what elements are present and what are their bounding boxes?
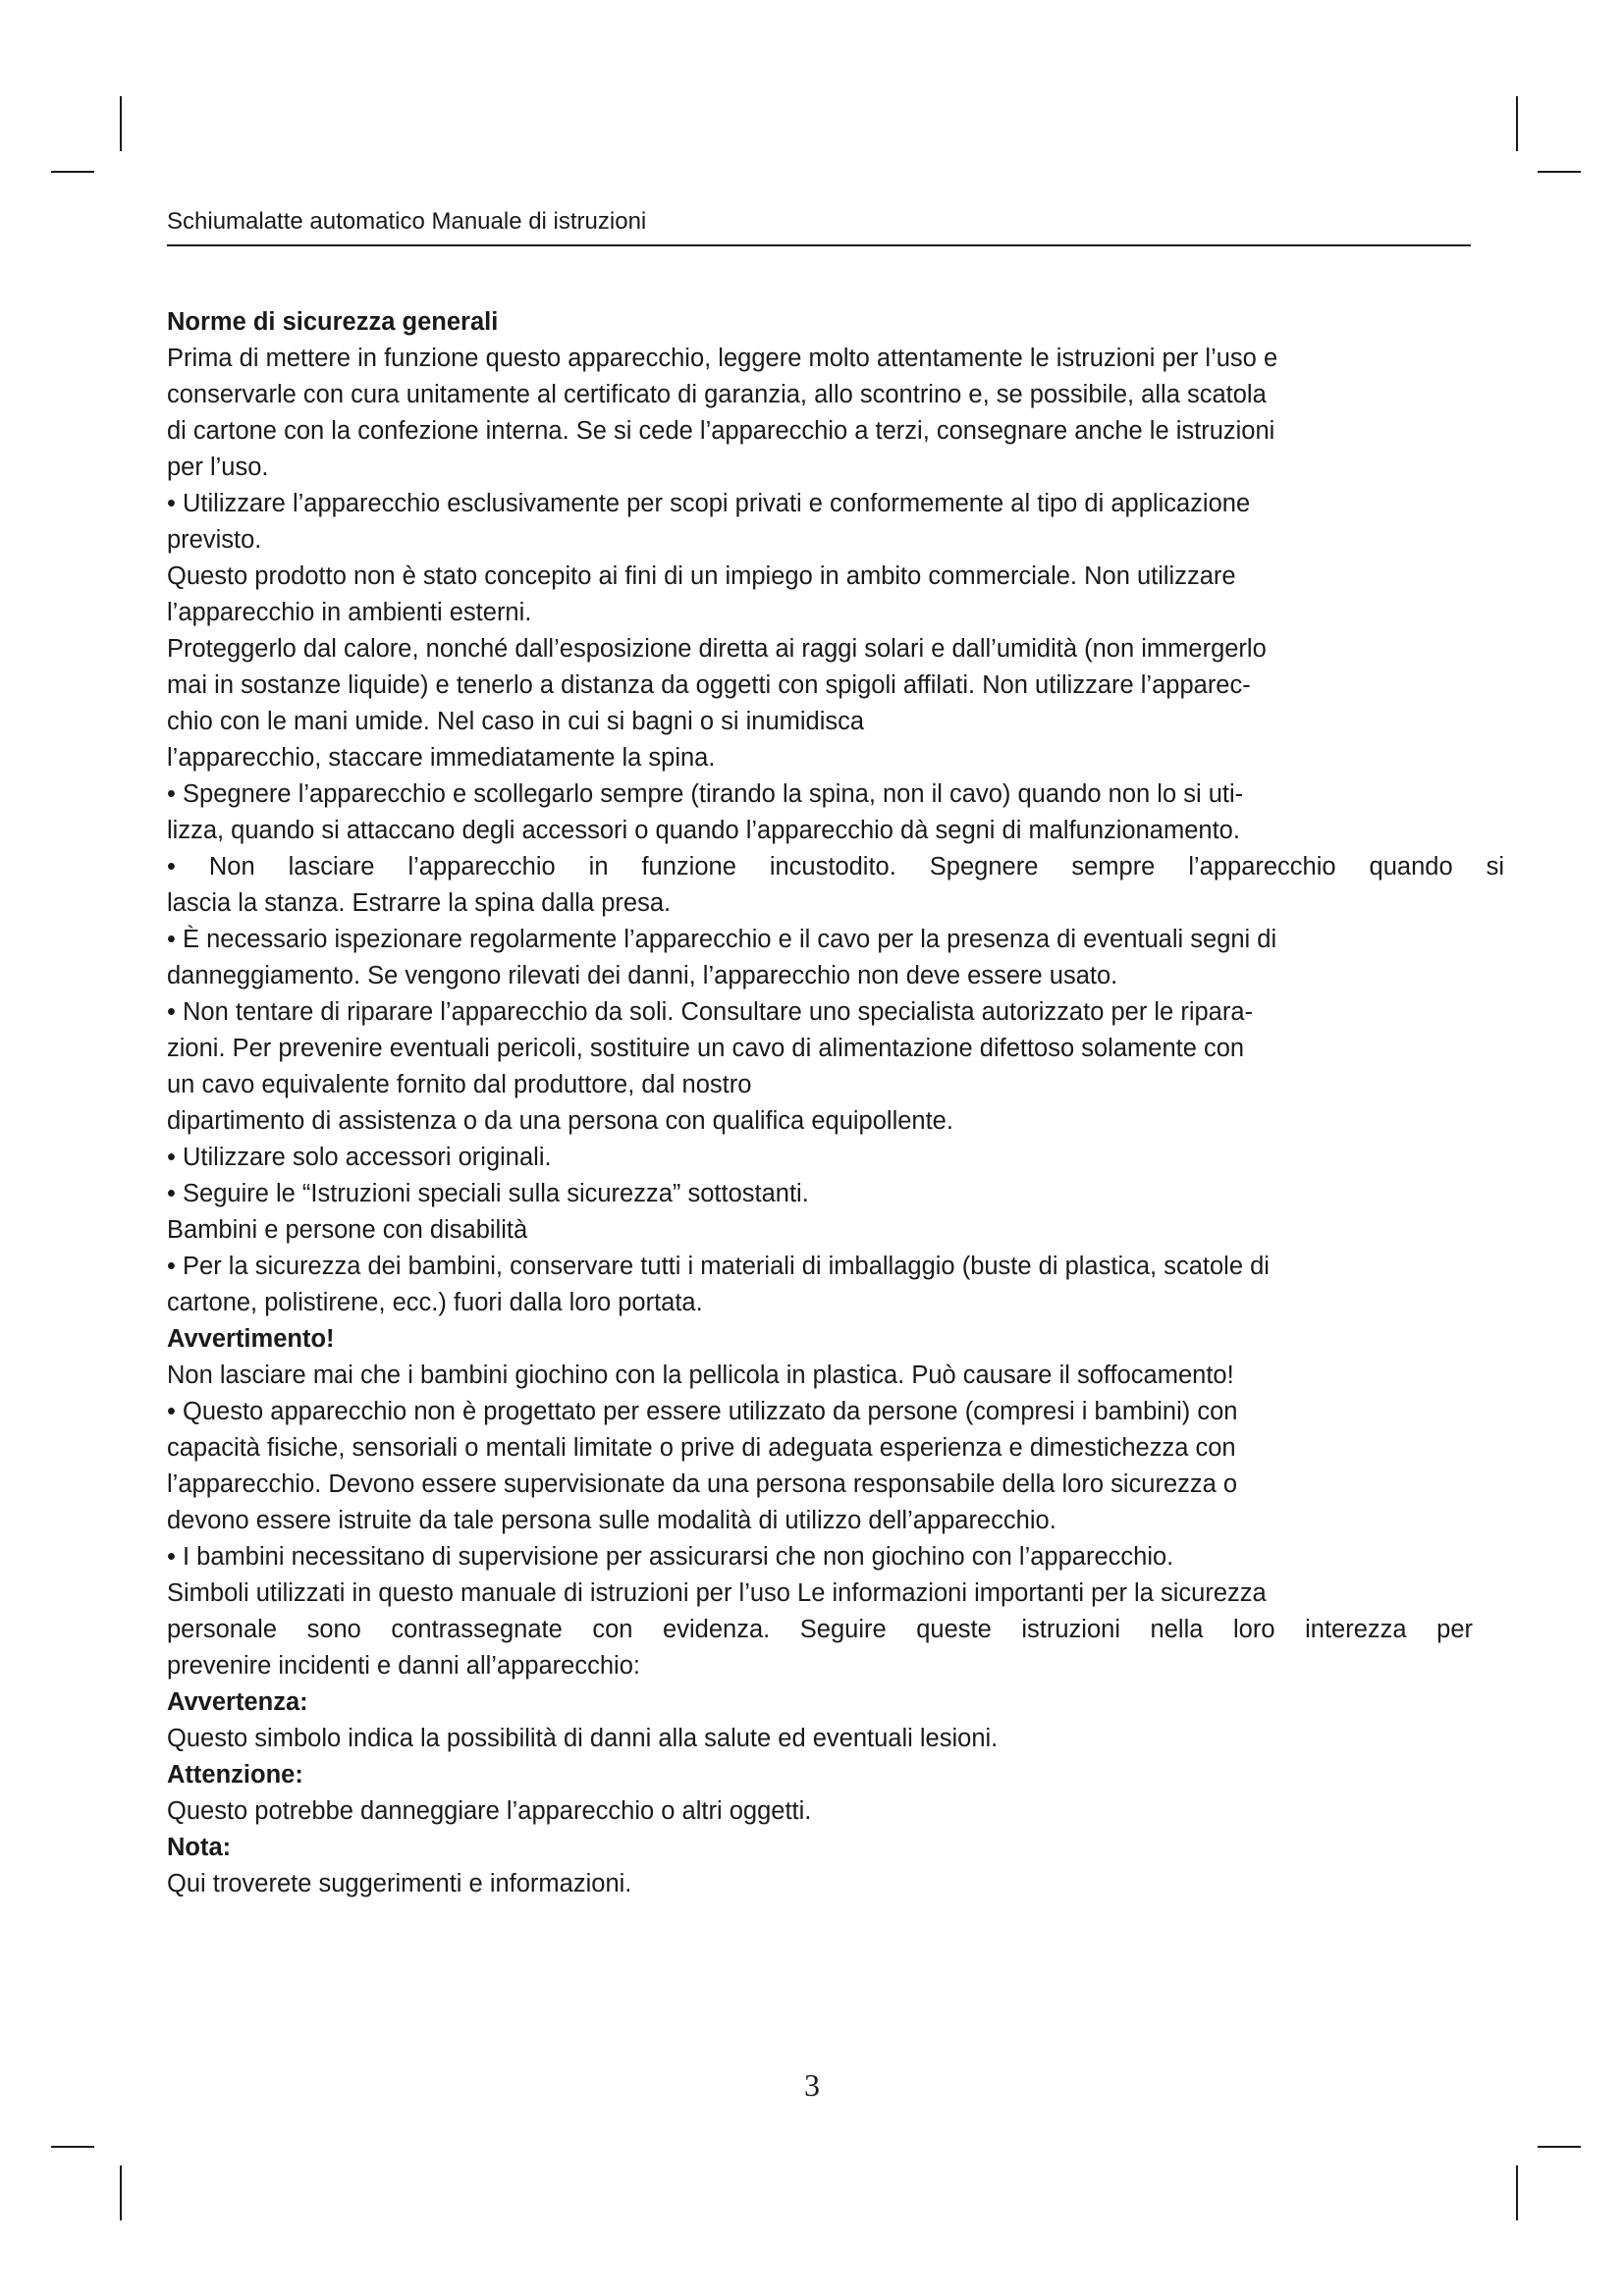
crop-mark-top-right-horizontal: [1538, 171, 1581, 173]
text-line: Questo potrebbe danneggiare l’apparecchio o altri oggetti.: [167, 1797, 812, 1825]
crop-mark-top-left-horizontal: [51, 171, 94, 173]
text-line: • Seguire le “Istruzioni speciali sulla sicurezza” sottostanti.: [167, 1180, 809, 1207]
text-line: Qui troverete suggerimenti e informazioni.: [167, 1870, 632, 1897]
text-line: • Utilizzare solo accessori originali.: [167, 1144, 552, 1171]
text-line: personale sono contrassegnate con evidenza. Seguire queste istruzioni nella loro interezza per: [167, 1616, 1473, 1643]
text-line: cartone, polistirene, ecc.) fuori dalla loro portata.: [167, 1289, 703, 1316]
warning-heading: Avvertimento!: [167, 1325, 335, 1353]
text-line: dipartimento di assistenza o da una persona con qualifica equipollente.: [167, 1107, 953, 1135]
text-line: • Spegnere l’apparecchio e scollegarlo sempre (tirando la spina, non il cavo) quando non lo si uti-: [167, 780, 1244, 808]
text-line: • Non tentare di riparare l’apparecchio da soli. Consultare uno specialista autorizzato per le ripara-: [167, 998, 1254, 1026]
crop-mark-top-right-vertical: [1516, 96, 1518, 151]
text-line: danneggiamento. Se vengono rilevati dei danni, l’apparecchio non deve essere usato.: [167, 962, 1118, 989]
text-line: di cartone con la confezione interna. Se si cede l’apparecchio a terzi, consegnare anche le istruzioni: [167, 417, 1275, 445]
text-line: devono essere istruite da tale persona sulle modalità di utilizzo dell’apparecchio.: [167, 1507, 1056, 1534]
text-line: prevenire incidenti e danni all’apparecchio:: [167, 1652, 640, 1680]
text-line: l’apparecchio. Devono essere supervisionate da una persona responsabile della loro sicurezza o: [167, 1470, 1238, 1498]
text-line: conservarle con cura unitamente al certificato di garanzia, allo scontrino e, se possibile, alla scatola: [167, 381, 1267, 408]
text-line: l’apparecchio, staccare immediatamente la spina.: [167, 744, 716, 772]
attenzione-heading: Attenzione:: [167, 1761, 303, 1789]
text-line: • I bambini necessitano di supervisione per assicurarsi che non giochino con l’apparecchio.: [167, 1543, 1174, 1571]
page-number: 3: [804, 2067, 820, 2103]
text-line: un cavo equivalente fornito dal produttore, dal nostro: [167, 1071, 752, 1098]
text-line: mai in sostanze liquide) e tenerlo a distanza da oggetti con spigoli affilati. Non utilizzare l’apparec-: [167, 671, 1251, 699]
text-line: • Per la sicurezza dei bambini, conservare tutti i materiali di imballaggio (buste di plastica, scatole di: [167, 1253, 1270, 1280]
text-line: Simboli utilizzati in questo manuale di istruzioni per l’uso Le informazioni importanti per la sicurezza: [167, 1579, 1267, 1607]
text-line: chio con le mani umide. Nel caso in cui si bagni o si inumidisca: [167, 708, 865, 735]
crop-mark-bottom-left-vertical: [120, 2165, 122, 2220]
crop-mark-bottom-left-horizontal: [51, 2146, 94, 2148]
section-heading: Norme di sicurezza generali: [167, 308, 499, 336]
text-line: l’apparecchio in ambienti esterni.: [167, 599, 532, 626]
crop-mark-bottom-right-horizontal: [1538, 2146, 1581, 2148]
text-line: capacità fisiche, sensoriali o mentali limitate o prive di adeguata esperienza e dimestichezza con: [167, 1434, 1236, 1462]
text-line: • Questo apparecchio non è progettato per essere utilizzato da persone (compresi i bambini) con: [167, 1398, 1238, 1425]
text-line: Bambini e persone con disabilità: [167, 1216, 528, 1244]
text-line: lizza, quando si attaccano degli accessori o quando l’apparecchio dà segni di malfunzionamento.: [167, 817, 1240, 844]
text-line: Questo prodotto non è stato concepito ai fini di un impiego in ambito commerciale. Non utilizzare: [167, 562, 1236, 590]
nota-heading: Nota:: [167, 1834, 232, 1861]
text-line: per l’uso.: [167, 454, 269, 481]
text-line: lascia la stanza. Estrarre la spina dalla presa.: [167, 889, 672, 917]
text-line: Prima di mettere in funzione questo apparecchio, leggere molto attentamente le istruzioni per l’uso e: [167, 345, 1278, 372]
header-rule: [167, 244, 1471, 246]
text-line: Non lasciare mai che i bambini giochino con la pellicola in plastica. Può causare il soffocamento!: [167, 1362, 1234, 1389]
text-line: zioni. Per prevenire eventuali pericoli, sostituire un cavo di alimentazione difettoso solamente con: [167, 1035, 1245, 1062]
text-line: Proteggerlo dal calore, nonché dall’esposizione diretta ai raggi solari e dall’umidità (non immergerlo: [167, 635, 1267, 663]
text-line: • Non lasciare l’apparecchio in funzione incustodito. Spegnere sempre l’apparecchio quando si: [167, 853, 1504, 881]
text-line: • Utilizzare l’apparecchio esclusivamente per scopi privati e conformemente al tipo di applicazione: [167, 490, 1251, 517]
avvertenza-heading: Avvertenza:: [167, 1688, 308, 1716]
text-line: Questo simbolo indica la possibilità di danni alla salute ed eventuali lesioni.: [167, 1725, 999, 1752]
running-header: Schiumalatte automatico Manuale di istruzioni: [167, 208, 647, 235]
crop-mark-top-left-vertical: [120, 96, 122, 151]
text-line: previsto.: [167, 526, 262, 554]
text-line: • È necessario ispezionare regolarmente l’apparecchio e il cavo per la presenza di eventuali segni di: [167, 926, 1277, 953]
page-content: [167, 304, 1512, 1902]
crop-mark-bottom-right-vertical: [1516, 2165, 1518, 2220]
